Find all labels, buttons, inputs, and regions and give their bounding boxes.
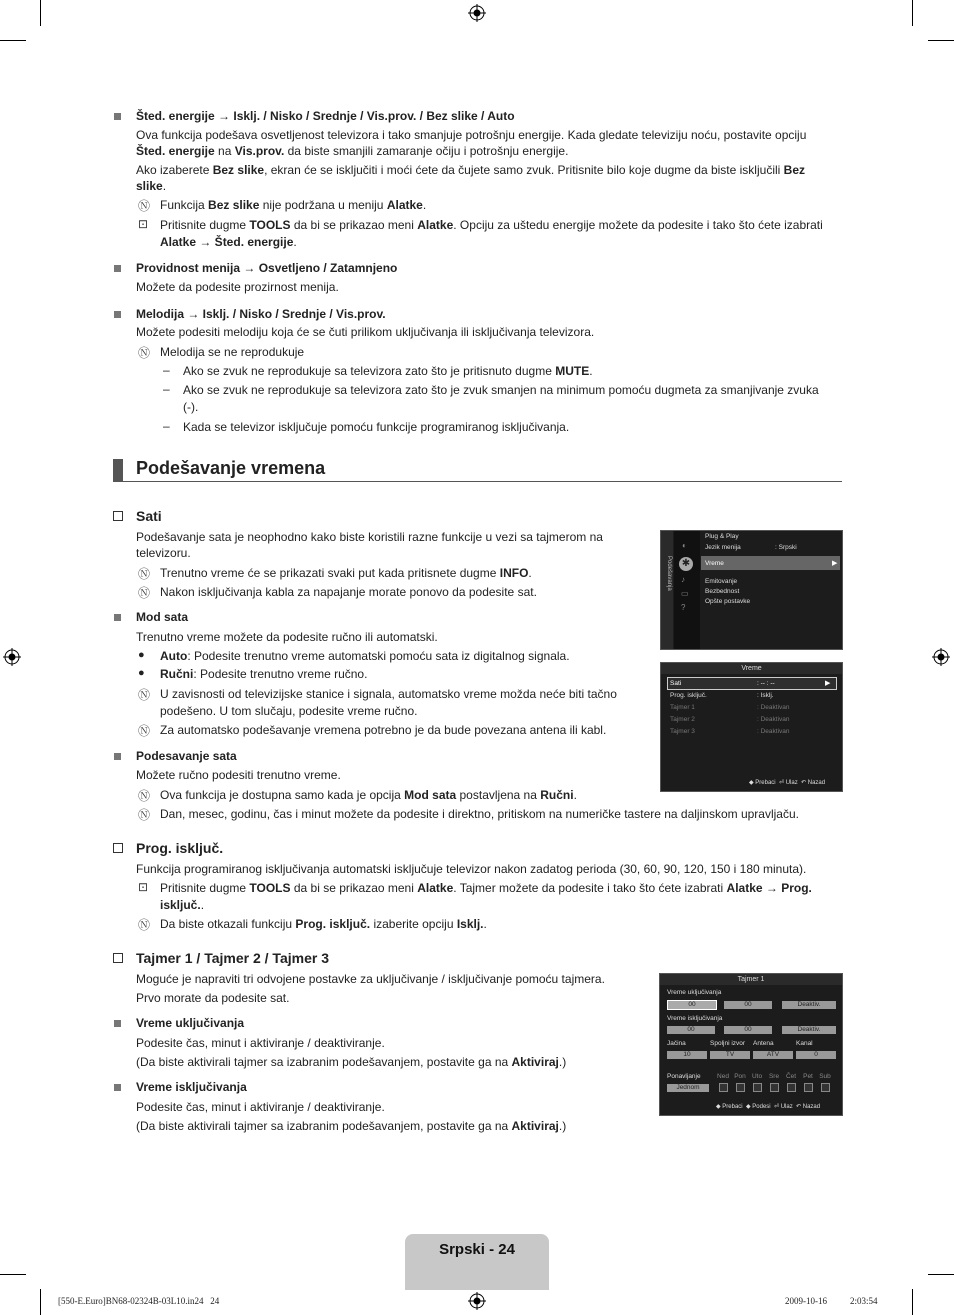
day-checkbox[interactable] <box>787 1083 796 1092</box>
menu-item[interactable]: Jezik menija <box>705 544 741 551</box>
menu-value: : Srpski <box>775 544 797 551</box>
crop-mark <box>928 40 954 41</box>
note-icon: Ⓝ <box>138 789 151 803</box>
off-hour-field[interactable]: 00 <box>667 1026 715 1034</box>
crop-mark <box>40 1289 41 1315</box>
dot-bullet: ● <box>138 667 145 679</box>
row-label[interactable]: Tajmer 2 <box>670 716 695 723</box>
tv-timer-menu <box>659 973 843 1116</box>
page-heading: Podešavanje vremena <box>136 458 326 478</box>
section-title: Šted. energije → Isklj. / Nisko / Srednje / Vis.prov. / Bez slike / Auto <box>136 109 515 123</box>
file-info: [550-E.Euro]BN68-02324B-03L10.in24 24 <box>58 1296 220 1306</box>
row-label[interactable]: Tajmer 3 <box>670 728 695 735</box>
note-icon: Ⓝ <box>138 567 151 581</box>
bullet-text: Auto: Podesite trenutno vreme automatski pomoću sata iz digitalnog signala. <box>160 649 570 663</box>
source-field[interactable]: TV <box>710 1051 750 1059</box>
bullet-square <box>114 311 121 318</box>
menu-title: Tajmer 1 <box>660 974 842 985</box>
note-icon: Ⓝ <box>138 586 151 600</box>
tools-note: Alatke → Šted. energije. <box>160 235 297 249</box>
day-checkbox[interactable] <box>821 1083 830 1092</box>
field-label: Vreme uključivanja <box>667 989 722 996</box>
paragraph: Možete ručno podesiti trenutno vreme. <box>136 768 341 782</box>
side-label: Podešavanja <box>666 556 672 591</box>
return-icon: ↶ <box>796 1104 802 1110</box>
tv-settings-menu <box>660 530 843 650</box>
move-icon: ◆ <box>716 1104 721 1110</box>
field-label: Vreme isključivanja <box>667 1015 723 1022</box>
hint-back: Nazad <box>802 1104 821 1110</box>
paragraph: Ako izaberete Bez slike, ekran će se isključiti i moći ćete da čujete samo zvuk. Pritisnite bilo koje dugme da biste isključili Bez <box>136 163 805 177</box>
section-title: Podesavanje sata <box>136 749 237 763</box>
antenna-field[interactable]: ATV <box>753 1051 793 1059</box>
return-icon: ↶ <box>801 780 807 786</box>
hint-move: Prebaci <box>755 780 776 786</box>
subsection-title: Tajmer 1 / Tajmer 2 / Tajmer 3 <box>136 950 329 966</box>
note-text: U zavisnosti od televizijske stanice i signala, automatsko vreme možda neće biti tačno <box>160 687 617 701</box>
day-checkbox[interactable] <box>736 1083 745 1092</box>
menu-item[interactable]: Vreme <box>705 560 724 567</box>
dash-text: (-). <box>183 400 199 414</box>
picture-icon[interactable]: ◐ <box>682 541 687 550</box>
tv-time-menu <box>660 662 843 792</box>
on-state-field[interactable]: Deaktiv. <box>782 1001 836 1009</box>
page-number: Srpski - 24 <box>439 1241 515 1258</box>
paragraph: (Da biste aktivirali tajmer sa izabranim podešavanjem, postavite ga na Aktiviraj.) <box>136 1119 567 1133</box>
dash-bullet: – <box>163 363 170 377</box>
registration-mark-icon <box>468 1292 486 1310</box>
row-label: Sati <box>670 680 682 687</box>
crop-mark <box>928 1274 954 1275</box>
section-title: Vreme isključivanja <box>136 1080 247 1094</box>
crop-mark <box>40 0 41 26</box>
note-text: Nakon isključivanja kabla za napajanje morate ponovo da podesite sat. <box>160 585 537 599</box>
paragraph: (Da biste aktivirali tajmer sa izabranim podešavanjem, postavite ga na Aktiviraj.) <box>136 1055 567 1069</box>
dash-bullet: – <box>163 382 170 396</box>
subsection-title: Sati <box>136 508 162 524</box>
note-icon: Ⓝ <box>138 724 151 738</box>
field-label: Ponavljanje <box>667 1073 701 1080</box>
on-minute-field[interactable]: 00 <box>724 1001 772 1009</box>
day-label: Sre <box>768 1073 780 1080</box>
dash-text: Kada se televizor isključuje pomoću funkcije programiranog isključivanja. <box>183 420 570 434</box>
crop-mark <box>912 0 913 26</box>
checkbox-bullet <box>113 511 123 521</box>
menu-title: Vreme <box>661 663 842 674</box>
footer-hints <box>716 1103 820 1110</box>
dot-bullet: ● <box>138 649 145 661</box>
tools-icon: ⊡ <box>138 217 149 231</box>
bullet-square <box>114 113 121 120</box>
day-checkbox[interactable] <box>770 1083 779 1092</box>
day-checkbox[interactable] <box>753 1083 762 1092</box>
crop-mark <box>0 1274 26 1275</box>
off-minute-field[interactable]: 00 <box>724 1026 772 1034</box>
row-label[interactable]: Tajmer 1 <box>670 704 695 711</box>
arrow-right-icon: ▶ <box>825 680 831 687</box>
bullet-text: Ručni: Podesite trenutno vreme ručno. <box>160 667 368 681</box>
day-checkbox[interactable] <box>804 1083 813 1092</box>
registration-mark-icon <box>3 648 21 666</box>
enter-icon: ⏎ <box>778 780 785 786</box>
volume-field[interactable]: 10 <box>667 1051 707 1059</box>
footer-hints <box>749 779 825 786</box>
subsection-title: Prog. isključ. <box>136 840 224 856</box>
menu-row-selected[interactable] <box>667 677 837 690</box>
field-label: Antena <box>753 1040 774 1047</box>
hint-enter: Ulaz <box>785 780 798 786</box>
paragraph: Prvo morate da podesite sat. <box>136 991 290 1005</box>
note-icon: Ⓝ <box>138 688 151 702</box>
menu-item[interactable]: Bezbednost <box>705 588 740 595</box>
menu-item[interactable]: Opšte postavke <box>705 598 751 605</box>
note-text: Trenutno vreme će se prikazati svaki put kada pritisnete dugme INFO. <box>160 566 532 580</box>
tools-note: isključ.. <box>160 898 205 912</box>
section-title: Providnost menija → Osvetljeno / Zatamnjeno <box>136 261 398 275</box>
move-icon: ◆ <box>749 780 754 786</box>
paragraph: Moguće je napraviti tri odvojene postavke za uključivanje / isključivanje pomoću tajmera. <box>136 972 605 986</box>
row-value: : Deaktivan <box>757 716 790 723</box>
row-value: : Deaktivan <box>757 704 790 711</box>
registration-mark-icon <box>932 648 950 666</box>
note-icon: Ⓝ <box>138 808 151 822</box>
note-text: Da biste otkazali funkciju Prog. isključ. izaberite opciju Isklj.. <box>160 917 487 931</box>
menu-item[interactable]: Plug & Play <box>705 533 739 540</box>
day-label: Pon <box>734 1073 746 1080</box>
dash-bullet: – <box>163 419 170 433</box>
dash-text: Ako se zvuk ne reprodukuje sa televizora zato što je zvuk smanjen na minimum pomoću dugmeta za smanjivanje zvuka <box>183 383 819 397</box>
note-text: Funkcija Bez slike nije podržana u meniju Alatke. <box>160 198 427 212</box>
print-date: 2009-10-16 ￿￿ 2:03:54 <box>785 1296 878 1306</box>
paragraph: Funkcija programiranog isključivanja automatski isključuje televizor nakon zadatog perioda (30, 60, 90, 120, 150 i 180 minuta). <box>136 862 807 876</box>
day-label: Sub <box>819 1073 831 1080</box>
heading-rule <box>113 481 842 482</box>
channel-field[interactable]: 0 <box>796 1051 836 1059</box>
dash-text: Ako se zvuk ne reprodukuje sa televizora zato što je pritisnuto dugme MUTE. <box>183 364 593 378</box>
paragraph: Možete podesiti melodiju koja će se čuti prilikom uključivanja ili isključivanja televizora. <box>136 325 595 339</box>
bullet-square <box>114 1084 121 1091</box>
row-value: : -- : -- <box>757 680 775 687</box>
checkbox-bullet <box>113 843 123 853</box>
field-label: Jačina <box>667 1040 686 1047</box>
note-text: Ova funkcija je dostupna samo kada je opcija Mod sata postavljena na Ručni. <box>160 788 577 802</box>
section-title: Melodija → Isklj. / Nisko / Srednje / Vis.prov. <box>136 307 386 321</box>
row-label[interactable]: Prog. isključ. <box>670 692 707 699</box>
bullet-square <box>114 265 121 272</box>
input-icon[interactable]: ▭ <box>681 589 689 598</box>
section-title: Mod sata <box>136 610 189 624</box>
bullet-square <box>114 614 121 621</box>
paragraph: Podesite čas, minut i aktiviranje / deaktiviranje. <box>136 1036 385 1050</box>
note-icon: Ⓝ <box>138 346 151 360</box>
note-text: Za automatsko podešavanje vremena potrebno je da bude povezana antena ili kabl. <box>160 723 607 737</box>
day-label: Uto <box>751 1073 763 1080</box>
row-value: : Isklj. <box>757 692 774 699</box>
on-hour-field[interactable]: 00 <box>667 1000 717 1010</box>
sound-icon[interactable]: ♪ <box>681 575 685 584</box>
paragraph: Ova funkcija podešava osvetljenost televizora i tako smanjuje potrošnju energije. Kada gledate televiziju noću, postavite opciju <box>136 128 807 142</box>
heading-bar <box>113 459 123 481</box>
paragraph: televizoru. <box>136 546 191 560</box>
support-icon[interactable]: ? <box>681 603 686 612</box>
field-label: Kanal <box>796 1040 813 1047</box>
paragraph: Možete da podesite prozirnost menija. <box>136 280 339 294</box>
note-icon: Ⓝ <box>138 199 151 213</box>
note-text: Dan, mesec, godinu, čas i minut možete da podesite i direktno, pritiskom na numeričke tastere na daljinskom upravljaču. <box>160 807 799 821</box>
paragraph: Podešavanje sata je neophodno kako biste koristili razne funkcije u vezi sa tajmerom na <box>136 530 603 544</box>
gear-icon[interactable]: ✱ <box>679 557 693 571</box>
enter-icon: ⏎ <box>773 1104 780 1110</box>
crop-mark <box>912 1289 913 1315</box>
hint-enter: Ulaz <box>780 1104 793 1110</box>
note-icon: Ⓝ <box>138 918 151 932</box>
tools-note: Pritisnite dugme TOOLS da bi se prikazao meni Alatke. Tajmer možete da podesite i tako što ćete izabrati Alatke → Prog. <box>160 881 812 895</box>
adjust-icon: ◆ <box>745 1104 751 1110</box>
field-label: Spoljni izvor <box>710 1040 746 1047</box>
day-label: Čet <box>785 1073 797 1080</box>
paragraph: Trenutno vreme možete da podesite ručno ili automatski. <box>136 630 438 644</box>
hint-move: Prebaci <box>722 1104 743 1110</box>
menu-item[interactable]: Emitovanje <box>705 578 738 585</box>
tools-note: Pritisnite dugme TOOLS da bi se prikazao meni Alatke. Opciju za uštedu energije možete da podesite i tako što ćete izabrati <box>160 218 823 232</box>
row-value: : Deaktivan <box>757 728 790 735</box>
checkbox-bullet <box>113 953 123 963</box>
paragraph: slike. <box>136 179 167 193</box>
day-label: Ned <box>717 1073 729 1080</box>
paragraph: Šted. energije na Vis.prov. da biste smanjili zamaranje očiju i potrošnju energije. <box>136 144 569 158</box>
bullet-square <box>114 1020 121 1027</box>
tools-icon: ⊡ <box>138 880 149 894</box>
day-label: Pet <box>803 1073 813 1080</box>
registration-mark-icon <box>468 4 486 22</box>
bullet-square <box>114 753 121 760</box>
repeat-field[interactable]: Jednom <box>667 1084 709 1092</box>
paragraph: Podesite čas, minut i aktiviranje / deaktiviranje. <box>136 1100 385 1114</box>
hint-adjust: Podesi <box>752 1104 771 1110</box>
off-state-field[interactable]: Deaktiv. <box>782 1026 836 1034</box>
arrow-right-icon: ▶ <box>832 560 838 567</box>
note-text: Melodija se ne reprodukuje <box>160 345 305 359</box>
section-title: Vreme uključivanja <box>136 1016 245 1030</box>
note-text: podešeno. U tom slučaju, podesite vreme ručno. <box>160 704 418 718</box>
days-row <box>716 1073 836 1095</box>
hint-back: Nazad <box>807 780 826 786</box>
crop-mark <box>0 40 26 41</box>
day-checkbox[interactable] <box>719 1083 728 1092</box>
